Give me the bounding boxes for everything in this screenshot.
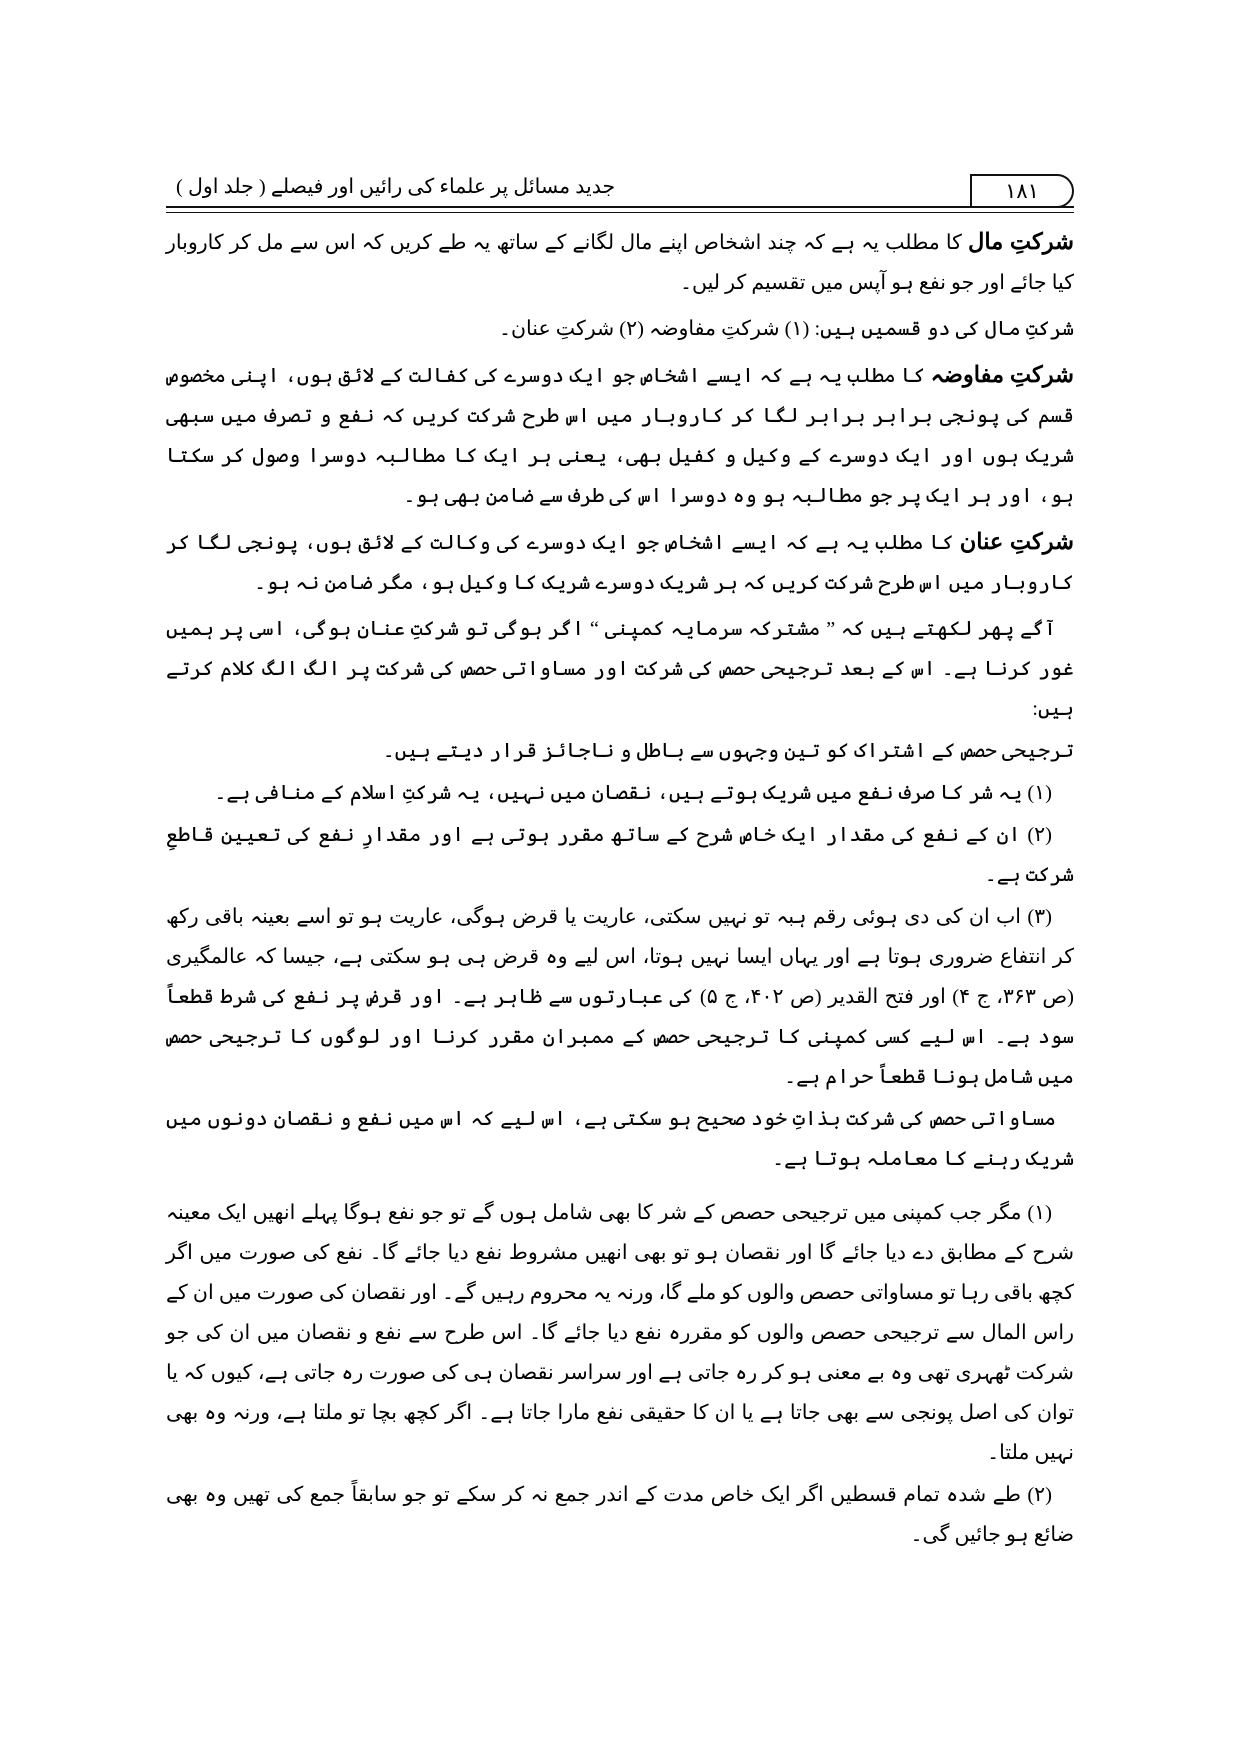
paragraph-shirkat-mufawada-text: کا مطلب یہ ہے کہ ایسے اشخاص جو ایک دوسرے کی کفالت کے لائق ہوں، اپنی مخصوص قسم کی پونجی برابر برابر لگا کر کاروبار میں اس طرح شرکت کریں کہ نفع و تصرف میں سبھی شریک ہوں اور ایک دوسرے کے وکیل و کفیل بھی، یعنی ہر ایک کا مطالبہ دوسرا وصول کر سکتا ہو، اور ہر ایک پر جو مطالبہ ہو وہ دوسرا اس کی طرف سے ضامن بھی ہو۔	[166, 365, 1074, 507]
paragraph-preference-shares-intro: ترجیحی حصص کے اشتراک کو تین وجہوں سے باطل و ناجائز قرار دیتے ہیں۔	[382, 740, 1074, 762]
list-item-equity-2: (۲) طے شدہ تمام قسطیں اگر ایک خاص مدت کے اندر جمع نہ کر سکے تو جو سابقاً جمع کی تھیں وہ بھی ضائع ہو جائیں گی۔	[166, 1484, 1074, 1546]
paragraph-shirkat-mal	[166, 222, 1074, 303]
paragraph-shirkat-inan-text: کا مطلب یہ ہے کہ ایسے اشخاص جو ایک دوسرے کی وکالت کے لائق ہوں، پونجی لگا کر کاروبار میں اس طرح شرکت کریں کہ ہر شریک دوسرے شریک کا وکیل ہو، مگر ضامن نہ ہو۔	[166, 532, 1074, 594]
page-body	[166, 222, 1074, 1557]
list-item-preference-2: (۲) ان کے نفع کی مقدار ایک خاص شرح کے ساتھ مقرر ہوتی ہے اور مقدارِ نفع کی تعیین قاطعِ شرکت ہے۔	[166, 824, 1074, 886]
paragraph-shirkat-inan	[166, 522, 1074, 603]
header-divider-thin	[166, 212, 1074, 213]
page-number-badge	[970, 174, 1074, 208]
paragraph-joint-stock-company: آگے پھر لکھتے ہیں کہ ” مشترکہ سرمایہ کمپنی “ اگر ہوگی تو شرکتِ عنان ہوگی، اسی پر ہمیں غور کرنا ہے۔ اس کے بعد ترجیحی حصص کی شرکت اور مساواتی حصص کی شرکت پر الگ الگ کلام کرتے ہیں:	[166, 618, 1074, 720]
list-item-preference-3: (۳) اب ان کی دی ہوئی رقم ہبہ تو نہیں سکتی، عاریت یا قرض ہوگی، عاریت ہو تو اسے بعینہ باقی رکھ کر انتفاع ضروری ہوتا ہے اور یہاں ایسا نہیں ہوتا، اس لیے وہ قرض ہی ہو سکتی ہے، جیسا کہ عالمگیری (ص ۳۶۳، ج ۴) اور فتح القدیر (ص ۴۰۲، ج ۵) کی عبارتوں سے ظاہر ہے۔ اور قرض پر نفع کی شرط قطعاً سود ہے۔ اس لیے کسی کمپنی کا ترجیحی حصص کے ممبران مقرر کرنا اور لوگوں کا ترجیحی حصص میں شامل ہونا قطعاً حرام ہے۔	[166, 906, 1074, 1088]
list-item-preference-1: (۱) یہ شر کا صرف نفع میں شریک ہوتے ہیں، نقصان میں نہیں، یہ شرکتِ اسلام کے منافی ہے۔	[214, 782, 1052, 804]
term-shirkat-mal: شرکتِ مال	[968, 229, 1074, 254]
term-shirkat-inan: شرکتِ عنان	[959, 529, 1074, 554]
term-shirkat-mufawada: شرکتِ مفاوضہ	[930, 362, 1074, 387]
paragraph-shirkat-mufawada	[166, 355, 1074, 516]
book-title: جدید مسائل پر علماء کی رائیں اور فیصلے ( جلد اول )	[176, 176, 616, 198]
paragraph-equity-shares: مساواتی حصص کی شرکت بذاتِ خود صحیح ہو سکتی ہے، اس لیے کہ اس میں نفع و نقصان دونوں میں شریک رہنے کا معاملہ ہوتا ہے۔	[166, 1108, 1074, 1170]
paragraph-shirkat-mal-text: کا مطلب یہ ہے کہ چند اشخاص اپنے مال لگانے کے ساتھ یہ طے کریں کہ اس سے مل کر کاروبار کیا جائے اور جو نفع ہو آپس میں تقسیم کر لیں۔	[166, 232, 1074, 294]
header-divider-thick	[166, 206, 1074, 208]
paragraph-types-of-shirkat	[166, 309, 1074, 349]
page-header	[166, 168, 1074, 212]
paragraph-types-text: شرکتِ مال کی دو قسمیں ہیں: (۱) شرکتِ مفاوضہ (۲) شرکتِ عنان۔	[498, 318, 1074, 340]
page-number: ۱۸۱	[1005, 178, 1039, 203]
list-item-equity-1: (۱) مگر جب کمپنی میں ترجیحی حصص کے شر کا بھی شامل ہوں گے تو جو نفع ہوگا پہلے انھیں ایک معینہ شرح کے مطابق دے دیا جائے گا اور نقصان ہو تو بھی انھیں مشروط نفع دیا جائے گا۔ نفع کی صورت میں اگر کچھ باقی رہا تو مساواتی حصص والوں کو ملے گا، ورنہ یہ محروم رہیں گے۔ اور نقصان کی صورت میں ان کے راس المال سے ترجیحی حصص والوں کو مقررہ نفع دیا جائے گا۔ اس طرح سے نفع و نقصان میں ان کی جو شرکت ٹھہری تھی وہ بے معنی ہو کر رہ جاتی ہے اور سراسر نقصان ہی کی صورت رہ جاتی ہے، کیوں کہ یا توان کی اصل پونجی سے بھی جاتا ہے یا ان کا حقیقی نفع مارا جاتا ہے۔ اگر کچھ بچا تو ملتا ہے، ورنہ وہ بھی نہیں ملتا۔	[166, 1202, 1074, 1464]
